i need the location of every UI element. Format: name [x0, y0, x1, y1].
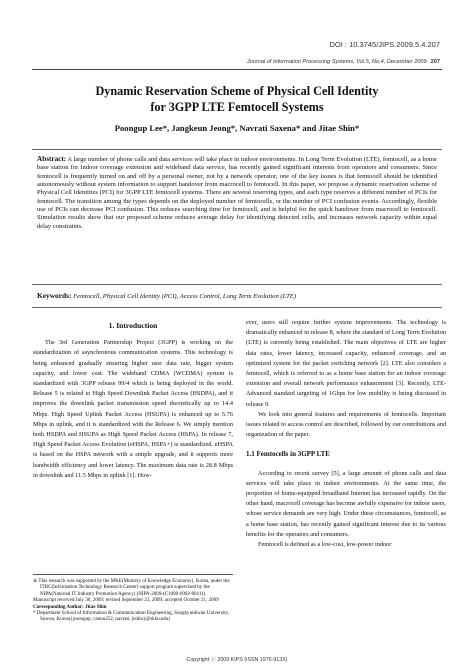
footnotes	[33, 574, 233, 623]
abstract-label: Abstract:	[37, 155, 67, 163]
footnote-affiliation: * Department School of Information & Communication Engineering, Sungkyunkwan University, Suwon, Korea({poongup, canon252, navrati, jtshin}@skku.edu)	[33, 610, 230, 623]
keywords-block	[37, 291, 437, 300]
header-rule	[32, 69, 442, 70]
abstract-top-rule	[32, 149, 442, 150]
journal-line	[247, 59, 440, 65]
page-number: 207	[430, 59, 440, 65]
footnote-manuscript-dates: Manuscript received July 30, 2009; revised September 23, 2009; accepted October 21, 2009	[33, 597, 219, 604]
author-list: Poongup Lee*, Jangkeun Jeong*, Navrati Saxena* and Jitae Shin*	[114, 123, 360, 133]
doi-line: DOI : 10.3745/JIPS.2009.5.4.207	[329, 40, 440, 49]
footnote-funding: ※ This research was supported by the MKE(Ministry of Knowledge Economy), Korea, under the ITRC(Information Technology Research Center) support program supervised by the NIPA(National IT Industry Promotion Agency) (NIPA-2009-(C1090-0902-0011)).	[33, 578, 230, 597]
footnote-corresponding-author: Corresponding Author: Jitae Shin	[33, 603, 107, 610]
intro-paragraph-continued: ever, users still require further system improvements. The technology is dramatically enhanced in release 8, where the standard of Long Term Evolution (LTE) is currently being established. The main objectives of LTE are higher data rates, lower latency, increased capacity, enhanced coverage, and an optimized system for the packet switching network [2]. LTE also considers a femtocell, which is referred to as a home base station for an indoor coverage extension and overall network performance enhancement [3]. Recently, LTE-Advanced standard targeting of 1Gbps for low mobility is being discussed in release 9.	[246, 319, 446, 408]
femtocell-paragraph-1: According to recent survey [5], a large amount of phone calls and data services will take place in indoor environments. At the same time, the proportion of home-equipped broadband Internet has increased rapidly. On the other hand, macrocell coverage has become awfully expensive for indoor users, whose service demands are very high. Under these circumstances, femtocell, as a home base station, has recently gained significant interest due to its various benefits for the operators and consumers.	[246, 469, 446, 538]
keywords-label: Keywords:	[37, 291, 72, 300]
title-line-2: for 3GPP LTE Femtocell Systems	[150, 99, 324, 114]
keywords-text: Femtocell, Physical Cell Identity (PCI), Access Control, Long Term Evolution (LTE)	[71, 293, 297, 300]
abstract-text: A large number of phone calls and data services will take place in indoor environments. In Long Term Evolution (LTE), femtocell, as a home base station for indoor coverage extension and wideband data service, has recently gained significant interests from operators and consumers. Since femtocell is frequently turned on and off by a personal owner, not by a network operator, one of the key issues is that femtocell should be identified autonomously without system information to support handover from macrocell to femtocell. In this paper, we propose a dynamic reservation scheme of Physical Cell Identities (PCI) for 3GPP LTE femtocell systems. There are several reserving types, and each type reserves a different number of PCIs for femtocell. The transition among the types depends on the deployed number of femtocells, or the number of PCI confusion events. Accordingly, flexible use of PCIs can decrease PCI confusion. This reduces searching time for femtocell, and is helpful for the quick handover from macrocell to femtocell. Simulation results show that our proposed scheme reduces average delay for identifying detected cells, and increases network capacity within equal delay constraints.	[37, 156, 437, 230]
keywords-bottom-rule	[32, 307, 442, 308]
copyright-line: Copyright ⓒ 2009 KIPS (ISSN 1976-913X)	[186, 657, 288, 663]
section-title-introduction: 1. Introduction	[108, 321, 158, 330]
journal-name: Journal of Information Processing Systems, Vol.5, No.4, December 2009	[246, 59, 427, 65]
right-column	[246, 318, 446, 550]
intro-paragraph-1: The 3rd Generation Partnership Project (3GPP) is working on the standardization of asynchronous communication systems. This technology is being enhanced gradually ensuring higher user data rate, bigger system capacity, and lower cost. The wideband CDMA (WCDMA) system is standardized with 3GPP release 99/4 which is being deployed in the world. Release 5 is related to High Speed Downlink Packet Access (HSDPA), and it improves the downlink packet transmission speed theoretically up to 14.4 Mbps. High Speed Uplink Packet Access (HSUPA) is enhanced up to 5.76 Mbps in uplink, and it is standardized with the Release 6. We simply mention both HSDPA and HSUPA as High Speed Packet Access (HSPA). In release 7, High Speed Packet Access Evolution (eHSPA, HSPA+) is standardized. eHSPA is based on the HSPA network with a simple upgrade, and it supports more bandwidth efficiency and lower latency. The maximum data rate is 28.8 Mbps in downlink and 11.5 Mbps in uplink [1]. How-	[33, 339, 233, 479]
left-column	[33, 318, 233, 481]
title-line-1: Dynamic Reservation Scheme of Physical Cell Identity	[95, 84, 379, 98]
femtocell-paragraph-2: Femtocell is defined as a low-cost, low-power indoor	[258, 541, 392, 549]
subsection-title-femtocells: 1.1 Femtocells in 3GPP LTE	[246, 450, 330, 459]
abstract-bottom-rule	[32, 284, 442, 285]
intro-paragraph-2: We look into general features and requirements of femtocells. Important issues related to access control are described, followed by our contributions and organization of the paper.	[246, 410, 446, 439]
abstract-block	[37, 155, 437, 231]
paper-title	[40, 84, 434, 115]
